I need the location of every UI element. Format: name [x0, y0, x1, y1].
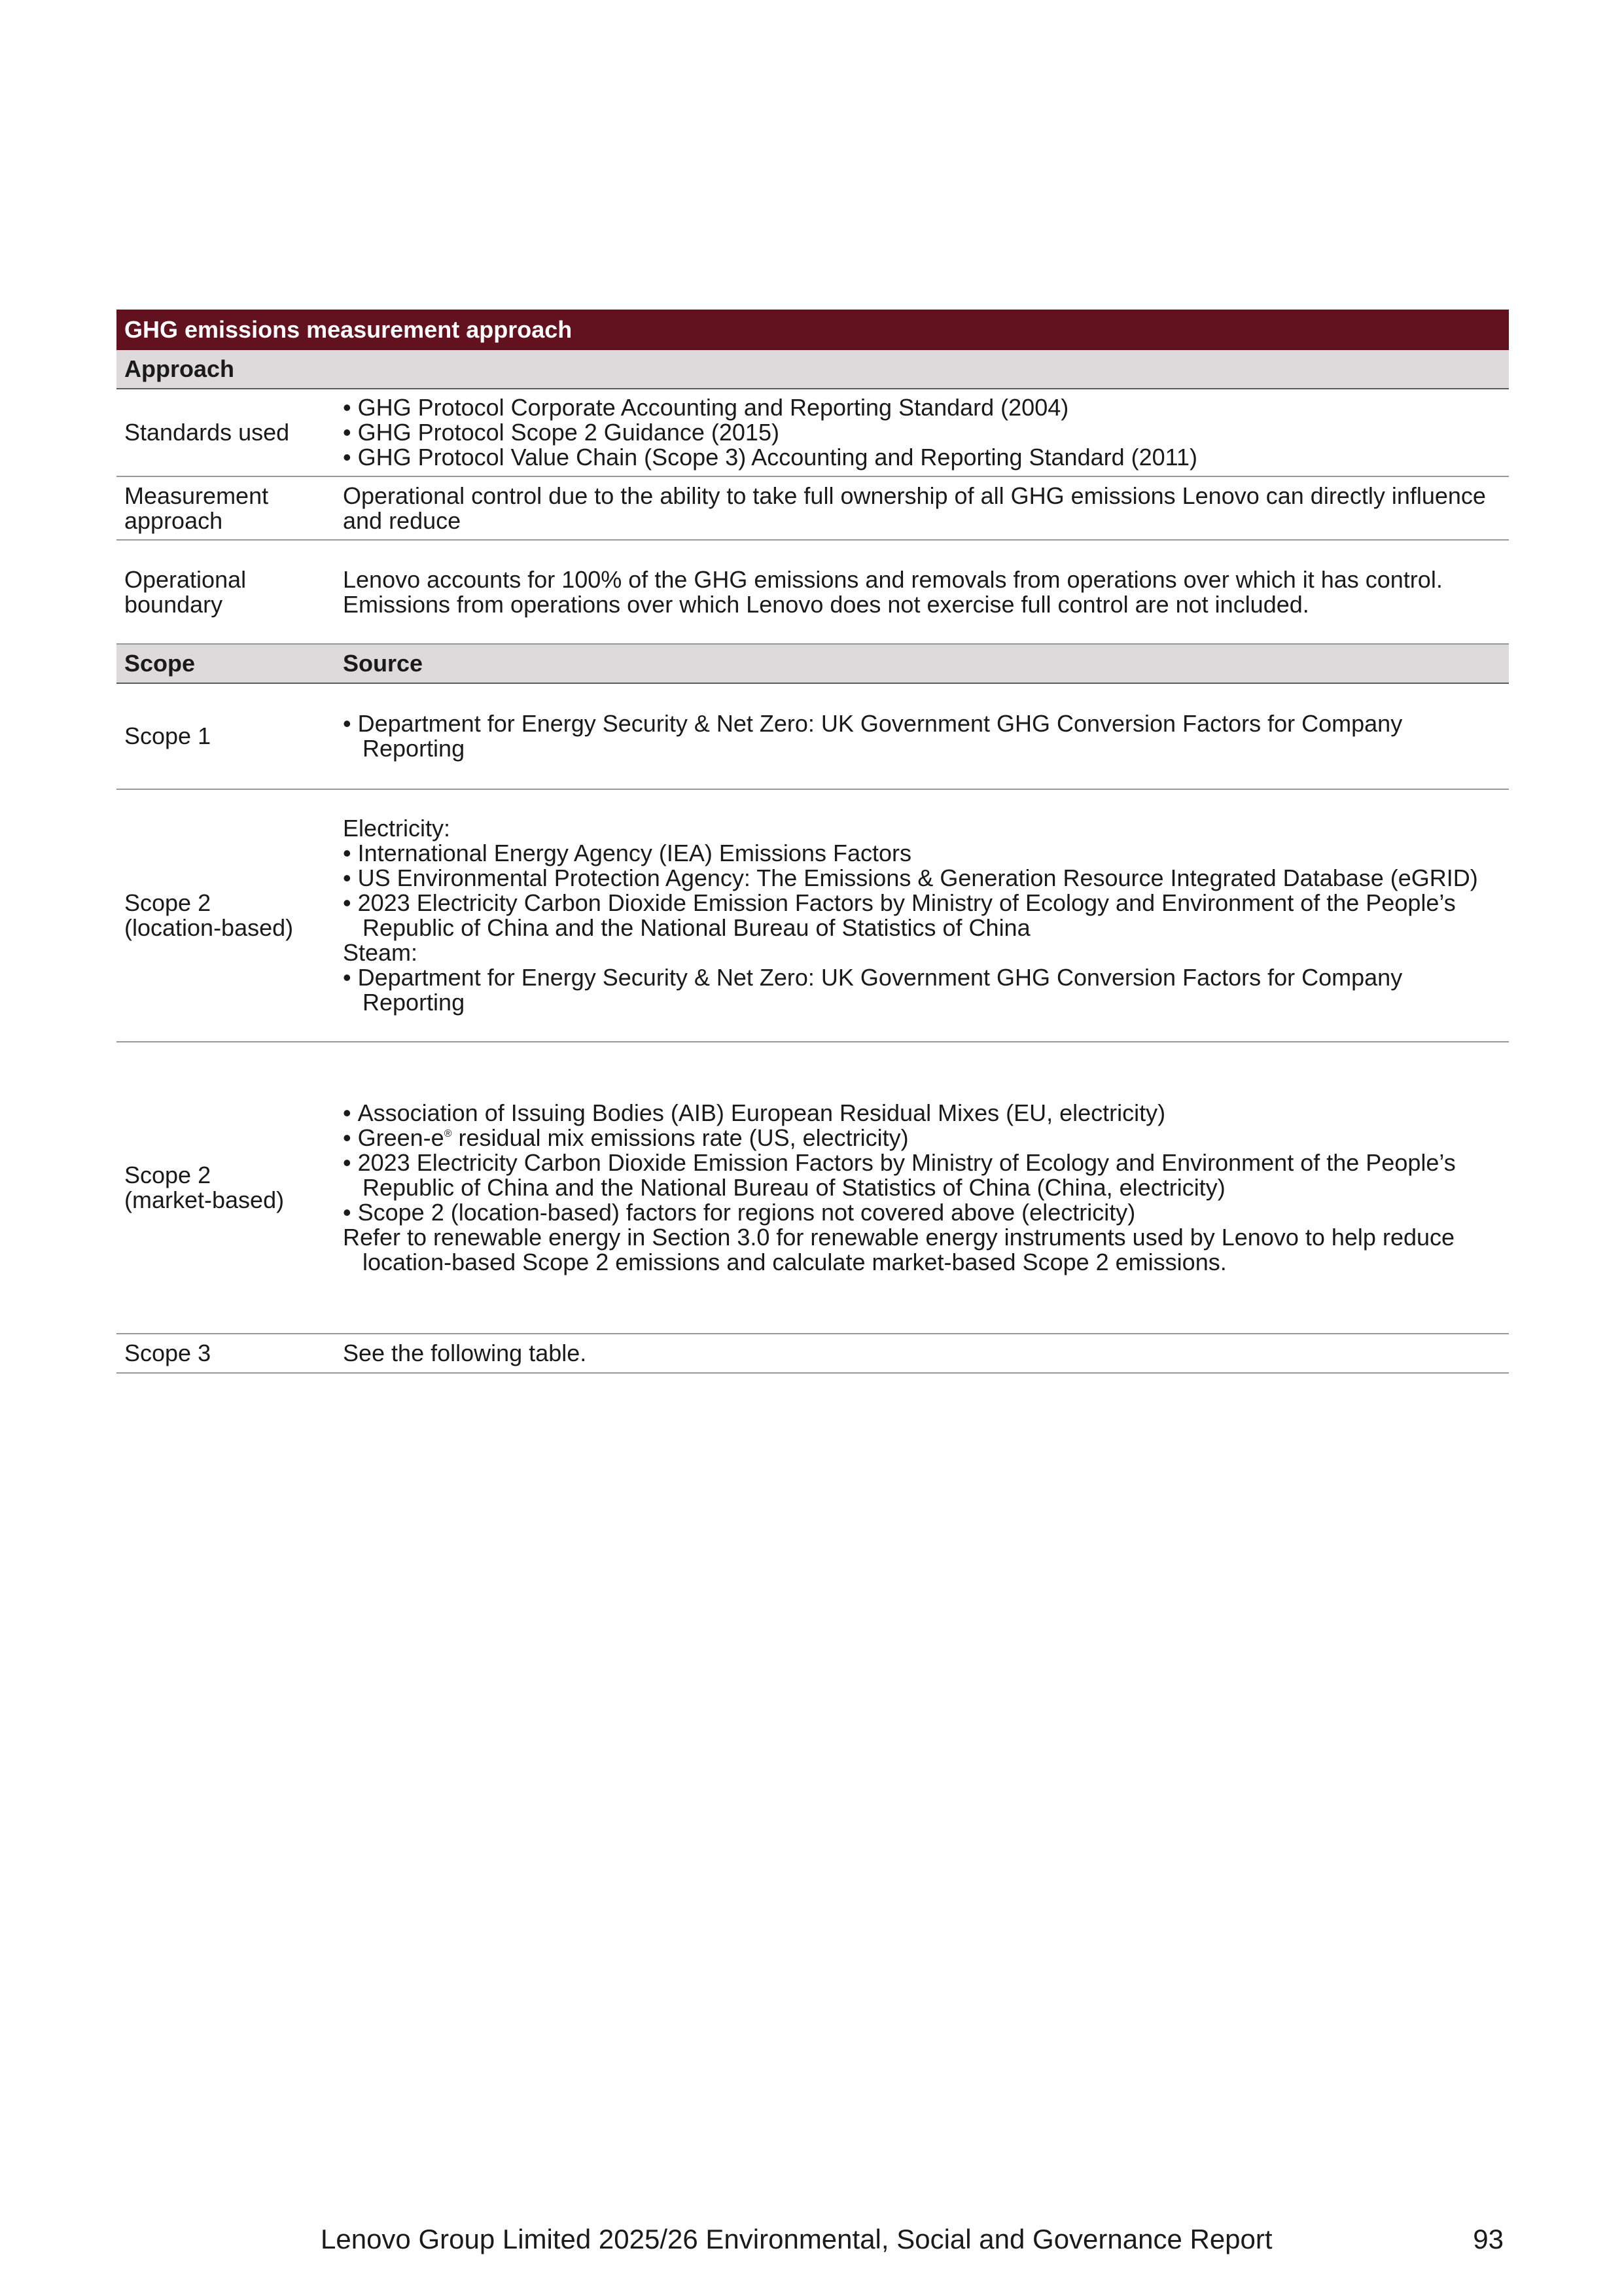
electricity-heading: Electricity:	[343, 815, 451, 842]
row-content: Lenovo accounts for 100% of the GHG emissions and removals from operations over which it has control. Emissions from operations over which Lenovo does not exercise full control are not included.	[335, 540, 1509, 644]
list-item: • 2023 Electricity Carbon Dioxide Emission Factors by Ministry of Ecology and Environment of the People’s Republic of China and the National Bureau of Statistics of China	[343, 891, 1501, 940]
report-title: Lenovo Group Limited 2025/26 Environmental, Social and Governance Report	[321, 2224, 1273, 2254]
list-item: • Association of Issuing Bodies (AIB) European Residual Mixes (EU, electricity)	[343, 1101, 1501, 1126]
table-row	[116, 1042, 1509, 1334]
list-item: • Scope 2 (location-based) factors for regions not covered above (electricity)	[343, 1200, 1501, 1225]
table-row	[116, 540, 1509, 644]
scope-header-row	[116, 644, 1509, 683]
table-row	[116, 789, 1509, 1042]
table-row	[116, 1334, 1509, 1373]
table-row	[116, 476, 1509, 540]
renewable-note: Refer to renewable energy in Section 3.0 for renewable energy instruments used by Lenovo to help reduce location-based Scope 2 emissions and calculate market-based Scope 2 emissions.	[343, 1224, 1455, 1275]
ghg-measurement-table	[116, 310, 1509, 1374]
row-label: Scope 1	[116, 683, 335, 789]
list-item: • 2023 Electricity Carbon Dioxide Emission Factors by Ministry of Ecology and Environment of the People’s Republic of China and the National Bureau of Statistics of China (China, electricity)	[343, 1150, 1501, 1200]
list-item: • International Energy Agency (IEA) Emissions Factors	[343, 841, 1501, 866]
row-label: Scope 3	[116, 1334, 335, 1373]
list-item: • US Environmental Protection Agency: The Emissions & Generation Resource Integrated Database (eGRID)	[343, 866, 1501, 891]
source-column-header: Source	[335, 644, 1509, 683]
list-item: • Department for Energy Security & Net Zero: UK Government GHG Conversion Factors for Company Reporting	[343, 711, 1501, 761]
row-content	[335, 789, 1509, 1042]
row-content	[335, 683, 1509, 789]
row-content	[335, 389, 1509, 476]
list-item: • GHG Protocol Value Chain (Scope 3) Accounting and Reporting Standard (2011)	[343, 445, 1501, 470]
row-content	[335, 1042, 1509, 1334]
row-label: Operational boundary	[116, 540, 335, 644]
approach-header-row	[116, 350, 1509, 389]
list-item: • GHG Protocol Scope 2 Guidance (2015)	[343, 420, 1501, 445]
table-title: GHG emissions measurement approach	[116, 310, 1509, 350]
row-content: See the following table.	[335, 1334, 1509, 1373]
row-label: Scope 2 (market-based)	[116, 1042, 335, 1334]
scope-column-header: Scope	[116, 644, 335, 683]
table-row	[116, 389, 1509, 476]
table-row	[116, 683, 1509, 789]
steam-heading: Steam:	[343, 939, 418, 966]
page-number: 93	[1473, 2224, 1504, 2254]
row-label: Standards used	[116, 389, 335, 476]
approach-header: Approach	[116, 350, 1509, 389]
registered-mark: ®	[444, 1128, 452, 1139]
list-item: • Department for Energy Security & Net Zero: UK Government GHG Conversion Factors for Company Reporting	[343, 965, 1501, 1015]
row-label: Scope 2 (location-based)	[116, 789, 335, 1042]
row-content: Operational control due to the ability to take full ownership of all GHG emissions Lenovo can directly influence and reduce	[335, 476, 1509, 540]
row-label: Measurement approach	[116, 476, 335, 540]
list-item: • Green-e® residual mix emissions rate (US, electricity)	[343, 1126, 1501, 1150]
table-title-row	[116, 310, 1509, 350]
list-item: • GHG Protocol Corporate Accounting and Reporting Standard (2004)	[343, 395, 1501, 420]
